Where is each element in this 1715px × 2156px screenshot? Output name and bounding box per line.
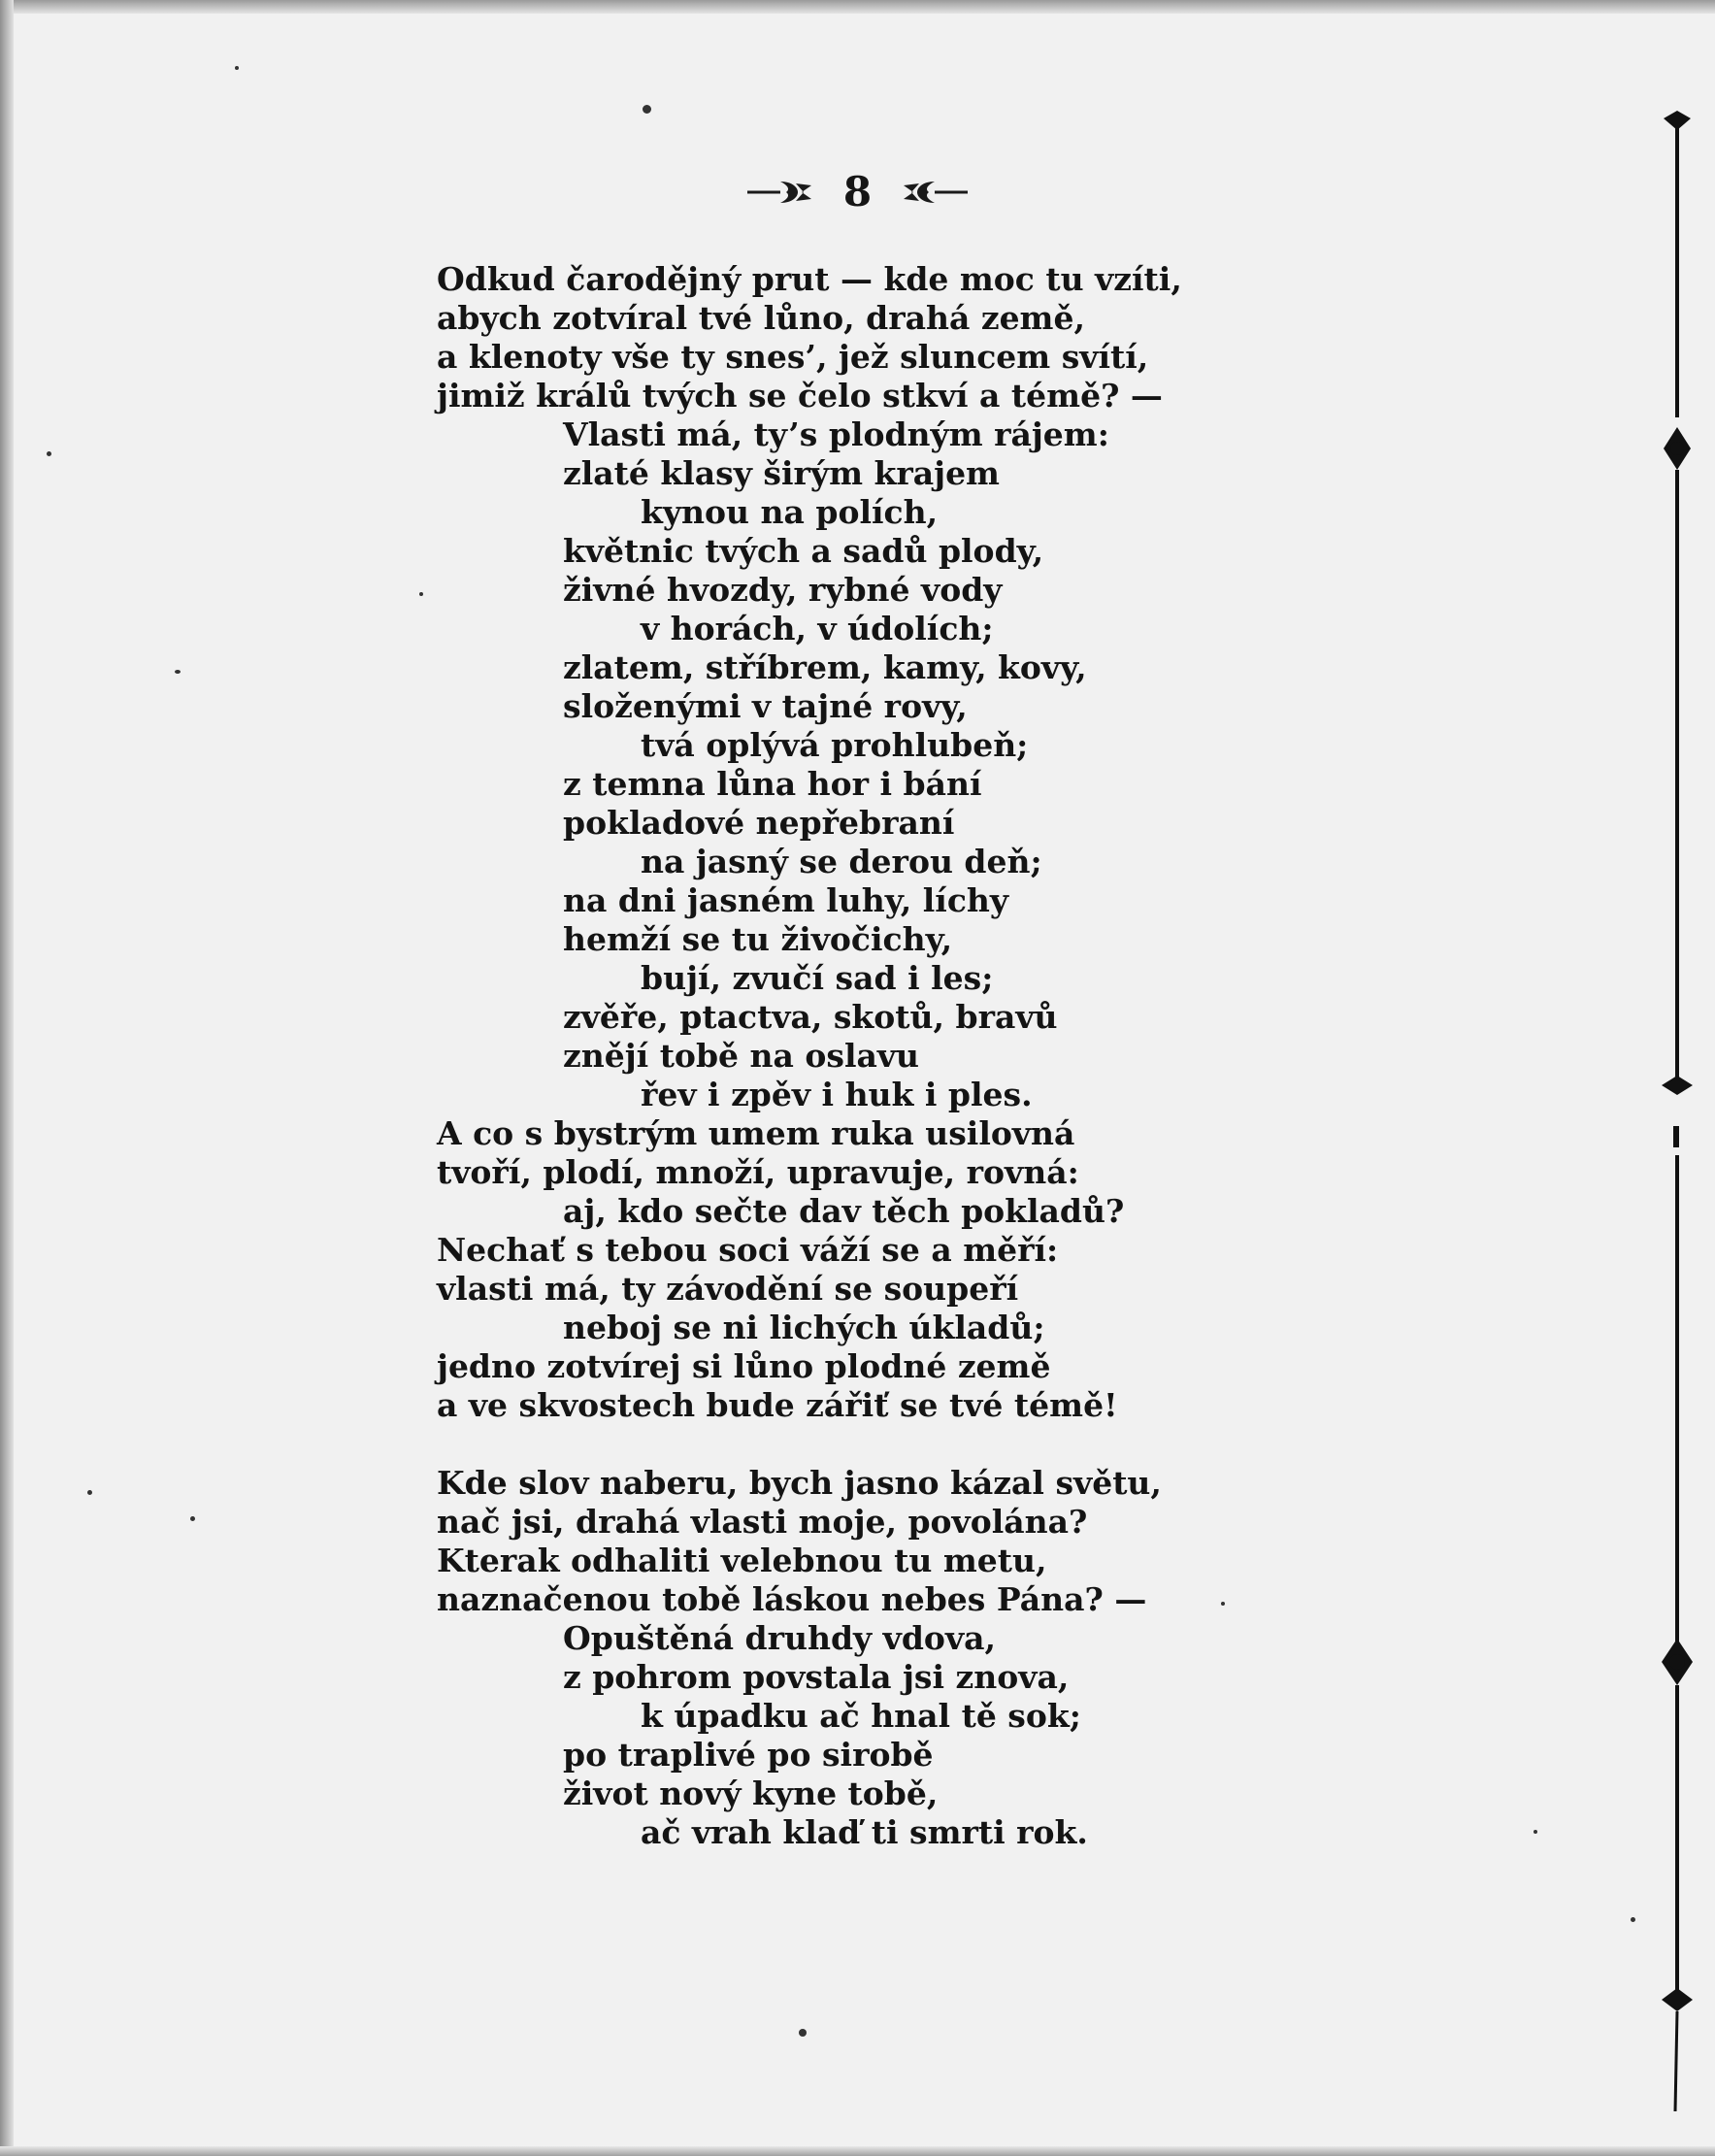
poem-line: k úpadku ač hnal tě sok; [641,1697,1081,1735]
poem-line: znějí tobě na oslavu [563,1037,920,1075]
poem-line: nač jsi, drahá vlasti moje, povolána? [437,1503,1088,1541]
poem-line: pokladové nepřebraní [563,804,955,842]
poem-line: z temna lůna hor i bání [563,765,982,803]
poem-line: z pohrom povstala jsi znova, [563,1658,1070,1696]
poem-line: živné hvozdy, rybné vody [563,571,1003,609]
poem-line: složenými v tajné rovy, [563,687,968,725]
poem-line: A co s bystrým umem ruka usilovná [437,1114,1075,1152]
poem-line: a ve skvostech bude zářiť se tvé témě! [437,1386,1118,1424]
poem-line: na jasný se derou deň; [641,843,1042,880]
poem-line: tvoří, plodí, množí, upravuje, rovná: [437,1153,1079,1191]
poem-line: ač vrah klaď ti smrti rok. [641,1813,1088,1851]
poem-line: řev i zpěv i huk i ples. [641,1076,1033,1113]
poem-line: abych zotvíral tvé lůno, drahá země, [437,299,1085,337]
poem-line: kynou na polích, [641,493,939,531]
poem-line: život nový kyne tobě, [563,1775,939,1812]
stanza [437,1464,1233,1852]
right-border-ornament-icon [1650,97,1708,2116]
poem-line: jedno zotvírej si lůno plodné země [437,1347,1051,1385]
poem-line: květnic tvých a sadů plody, [563,532,1044,570]
poem-line: zvěře, ptactva, skotů, bravů [563,998,1058,1036]
right-ornament-icon [900,178,968,207]
scan-edge-left [0,0,14,2156]
stanza-gap [437,1425,1233,1464]
poem-line: jimiž králů tvých se čelo stkví a témě? — [437,377,1163,415]
poem-line: Nechať s tebou soci váží se a měří: [437,1231,1059,1269]
poem-text [437,260,1233,1852]
poem-line: zlatem, stříbrem, kamy, kovy, [563,648,1087,686]
scan-edge-top [0,0,1715,14]
poem-line: naznačenou tobě láskou nebes Pána? — [437,1580,1147,1618]
poem-line: a klenoty vše ty snes’, jež sluncem svítí, [437,338,1149,376]
poem-line: na dni jasném luhy, líchy [563,881,1009,919]
poem-line: vlasti má, ty závodění se soupeří [437,1270,1019,1308]
poem-line: v horách, v údolích; [641,610,994,647]
poem-line: Kde slov naberu, bych jasno kázal světu, [437,1464,1162,1502]
scan-edge-bottom [0,2146,1715,2156]
page-header [0,160,1715,221]
poem-line: hemží se tu živočichy, [563,920,953,958]
stanza [437,260,1233,1425]
poem-line: tvá oplývá prohlubeň; [641,726,1029,764]
poem-line: po traplivé po sirobě [563,1736,934,1774]
page-number: 8 [842,168,873,216]
poem-line: aj, kdo sečte dav těch pokladů? [563,1192,1125,1230]
poem-line: neboj se ni lichých úkladů; [563,1309,1045,1346]
poem-line: Kterak odhaliti velebnou tu metu, [437,1542,1047,1579]
poem-line: Odkud čarodějný prut — kde moc tu vzíti, [437,260,1182,298]
left-ornament-icon [747,178,815,207]
poem-line: zlaté klasy širým krajem [563,454,1000,492]
poem-line: bují, zvučí sad i les; [641,959,994,997]
poem-line: Vlasti má, ty’s plodným rájem: [563,415,1109,453]
poem-line: Opuštěná druhdy vdova, [563,1619,996,1657]
